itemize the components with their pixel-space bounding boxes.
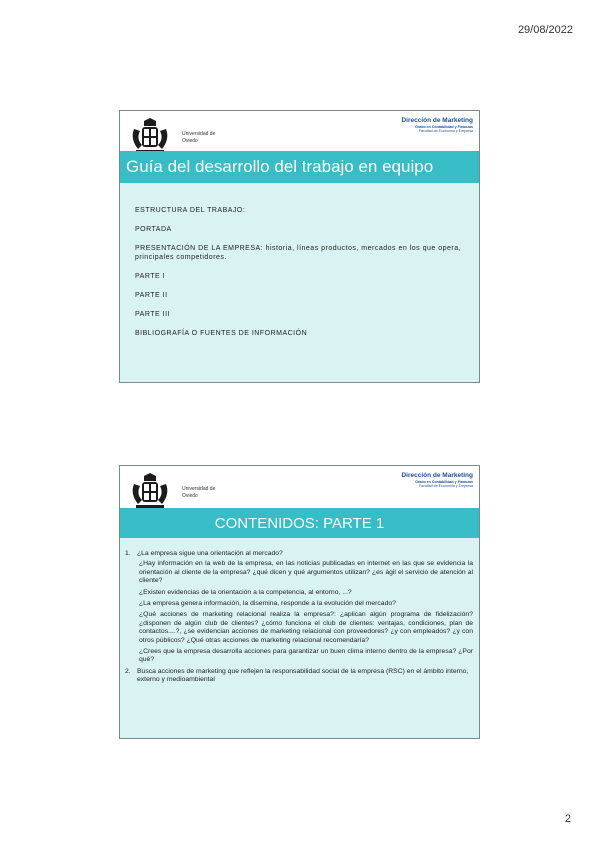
structure-heading: ESTRUCTURA DEL TRABAJO: (135, 207, 246, 214)
structure-item: PRESENTACIÓN DE LA EMPRESA: historia, líneas productos, mercados en los que opera, principales competidores. (135, 245, 462, 261)
department-title: Dirección de Marketing (401, 472, 473, 479)
question-text: ¿La empresa sigue una orientación al mercado? (137, 550, 283, 557)
university-name-line-2: Oviedo (182, 493, 198, 499)
slide-header (120, 466, 479, 514)
degree-name: Grado en Contabilidad y Finanzas (415, 125, 473, 129)
sub-question: ¿Qué acciones de marketing relacional realiza la empresa?: ¿aplican algún programa de fidelización? ¿disponen de algún club de clientes? ¿cómo funciona el club de clientes: ventajas, condiciones, plan de contactos....?, ¿se evidencian acciones de marketing relacional con proveedores? ¿y con empleados? ¿y con otros públicos? ¿Qué otras acciones de marketing relacional recomendaría? (139, 611, 473, 644)
page-date: 29/08/2022 (517, 24, 573, 36)
question-1 (125, 550, 473, 558)
university-name-line-1: Universidad de (182, 131, 216, 137)
slide-1 (119, 110, 480, 383)
structure-item: PARTE II (135, 292, 168, 299)
department-block (401, 117, 473, 133)
slide-1-body (135, 206, 465, 348)
list-number: 1. (125, 550, 131, 557)
slide-2 (119, 465, 480, 739)
sub-question: ¿Existen evidencias de la orientación a la competencia, al entorno, ...? (139, 588, 352, 596)
sub-question: ¿Hay información en la web de la empresa, en las noticias publicadas en internet en las que se evidencia la orientación al cliente de la empresa? ¿qué dicen y qué argumentos utilizan? ¿es ágil el servicio de atención al cliente? (139, 560, 473, 585)
question-text: Busca acciones de marketing que reflejen la responsabilidad social de la empresa (RSC) en el ámbito interno, externo y medioambiental (137, 667, 469, 684)
structure-item: BIBLIOGRAFÍA O FUENTES DE INFORMACIÓN (135, 330, 308, 337)
sub-question: ¿Crees que la empresa desarrolla acciones para garantizar un buen clima interno dentro de la empresa? ¿Por qué? (139, 648, 473, 664)
structure-item: PARTE III (135, 311, 170, 318)
university-name-line-2: Oviedo (182, 138, 198, 144)
university-crest-icon (128, 117, 172, 155)
structure-item: PARTE I (135, 273, 166, 280)
university-name (182, 486, 215, 500)
slide-title: Guía del desarrollo del trabajo en equipo (120, 151, 479, 183)
university-name-line-1: Universidad de (182, 486, 216, 492)
degree-name: Grado en Contabilidad y Finanzas (415, 480, 473, 484)
question-2 (125, 668, 473, 685)
university-name (182, 131, 215, 145)
sub-question: ¿La empresa genera información, la disemina, responde a la evolución del mercado? (139, 600, 396, 608)
university-crest-icon (128, 472, 172, 510)
list-number: 2. (125, 667, 131, 675)
faculty-name: Facultad de Economía y Empresa (418, 129, 473, 133)
faculty-name: Facultad de Economía y Empresa (418, 484, 473, 488)
page-number: 2 (564, 813, 571, 825)
structure-item: PORTADA (135, 226, 172, 233)
slide-title: CONTENIDOS: PARTE 1 (120, 508, 479, 538)
department-block (401, 472, 473, 488)
slide-2-body (125, 550, 473, 687)
department-title: Dirección de Marketing (401, 117, 473, 124)
